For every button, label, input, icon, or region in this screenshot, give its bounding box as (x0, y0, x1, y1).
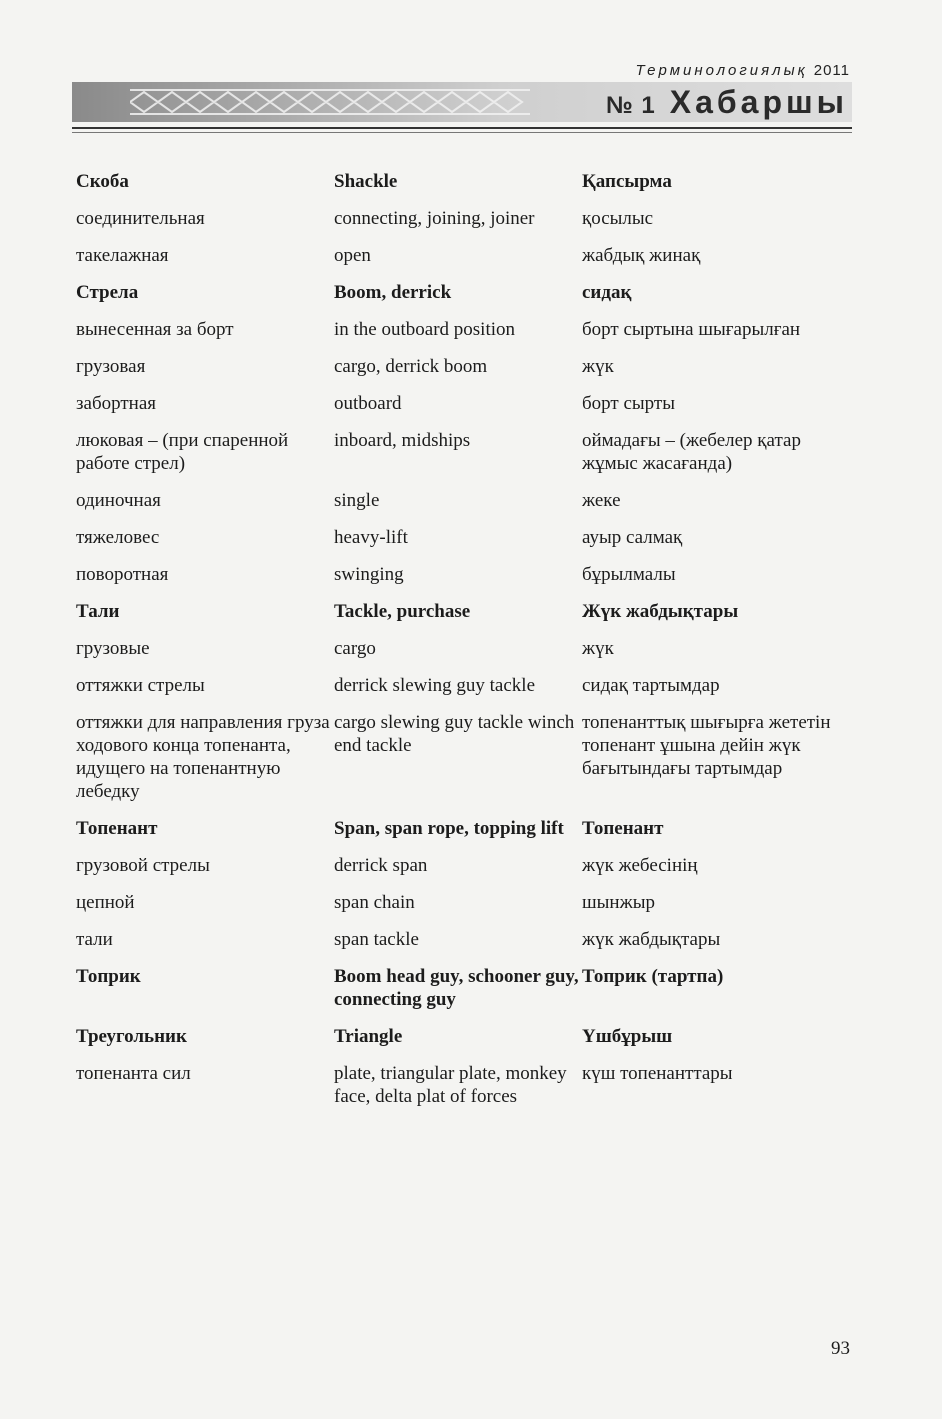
term-kazakh: сидақ (582, 282, 632, 303)
term-english: cargo, derrick boom (334, 356, 488, 377)
term-kazakh: топенанттық шығырға жететін топенант ұшына дейін жүк бағытындағы тартымдар (582, 712, 831, 779)
term-table (76, 170, 852, 1122)
term-kazakh: борт сырты (582, 393, 675, 414)
term-russian: такелажная (76, 245, 169, 266)
term-row (76, 318, 852, 341)
term-english: swinging (334, 564, 404, 585)
journal-title (606, 84, 848, 121)
term-row (76, 563, 852, 586)
term-kazakh: сидақ тартымдар (582, 675, 720, 696)
term-english: single (334, 490, 380, 511)
term-english: derrick span (334, 855, 428, 876)
header-rule (72, 127, 852, 129)
term-kazakh: қосылыс (582, 208, 654, 229)
term-row (76, 711, 852, 803)
term-russian: Треугольник (76, 1026, 187, 1047)
term-heading-row (76, 281, 852, 304)
term-kazakh: оймадағы – (жебелер қатар жұмыс жасағанда) (582, 430, 801, 474)
term-russian: соединительная (76, 208, 205, 229)
term-english: Span, span rope, topping lift (334, 818, 564, 839)
header-rule-thin (72, 132, 852, 133)
term-row (76, 429, 852, 475)
term-english: connecting, joining, joiner (334, 208, 535, 229)
term-kazakh: Топенант (582, 818, 664, 839)
term-kazakh: жүк жебесінің (582, 855, 698, 876)
term-english: Boom head guy, schooner guy, connecting guy (334, 966, 579, 1010)
term-row (76, 674, 852, 697)
term-russian: грузовые (76, 638, 150, 659)
term-heading-row (76, 170, 852, 193)
term-row (76, 489, 852, 512)
term-russian: забортная (76, 393, 156, 414)
term-kazakh: күш топенанттары (582, 1063, 733, 1084)
term-kazakh: Жүк жабдықтары (582, 601, 739, 622)
term-english: plate, triangular plate, monkey face, delta plat of forces (334, 1063, 567, 1107)
term-row (76, 244, 852, 267)
term-row (76, 526, 852, 549)
ornament-band (130, 88, 530, 116)
term-russian: тали (76, 929, 113, 950)
term-row (76, 928, 852, 951)
term-russian: Топенант (76, 818, 158, 839)
term-russian: топенанта сил (76, 1063, 191, 1084)
term-english: cargo (334, 638, 376, 659)
term-russian: люковая – (при спаренной работе стрел) (76, 430, 289, 474)
term-heading-row (76, 600, 852, 623)
term-kazakh: шынжыр (582, 892, 655, 913)
term-russian: Скоба (76, 171, 129, 192)
term-russian: вынесенная за борт (76, 319, 234, 340)
term-heading-row (76, 817, 852, 840)
term-russian: оттяжки стрелы (76, 675, 205, 696)
term-kazakh: жүк (582, 356, 614, 377)
term-russian: тяжеловес (76, 527, 160, 548)
term-kazakh: жеке (582, 490, 621, 511)
term-english: in the outboard position (334, 319, 516, 340)
term-kazakh: жүк жабдықтары (582, 929, 721, 950)
series-header (636, 62, 850, 79)
term-kazakh: Топрик (тартпа) (582, 966, 724, 987)
term-russian: оттяжки для направления груза ходового конца топенанта, идущего на топенантную лебедку (76, 712, 330, 802)
term-english: open (334, 245, 371, 266)
term-english: span tackle (334, 929, 419, 950)
term-row (76, 854, 852, 877)
term-heading-row (76, 965, 852, 1011)
term-english: outboard (334, 393, 402, 414)
term-russian: Топрик (76, 966, 141, 987)
term-russian: цепной (76, 892, 135, 913)
term-russian: одиночная (76, 490, 161, 511)
term-russian: поворотная (76, 564, 169, 585)
term-row (76, 355, 852, 378)
term-row (76, 1062, 852, 1108)
term-kazakh: Қапсырма (582, 171, 672, 192)
series-label: Терминологиялық (635, 62, 808, 79)
term-english: span chain (334, 892, 415, 913)
term-row (76, 891, 852, 914)
term-kazakh: Үшбұрыш (582, 1026, 673, 1047)
page-number: 93 (831, 1338, 850, 1359)
term-english: derrick slewing guy tackle (334, 675, 536, 696)
term-kazakh: бұрылмалы (582, 564, 676, 585)
term-english: Shackle (334, 171, 398, 192)
term-row (76, 207, 852, 230)
term-row (76, 392, 852, 415)
term-english: inboard, midships (334, 430, 471, 451)
term-russian: Стрела (76, 282, 139, 303)
term-english: cargo slewing guy tackle winch end tackle (334, 712, 575, 756)
term-heading-row (76, 1025, 852, 1048)
term-kazakh: жүк (582, 638, 614, 659)
term-english: Tackle, purchase (334, 601, 471, 622)
term-english: heavy-lift (334, 527, 408, 548)
journal-banner (72, 82, 852, 122)
term-kazakh: ауыр салмақ (582, 527, 683, 548)
term-english: Boom, derrick (334, 282, 452, 303)
term-russian: грузовой стрелы (76, 855, 210, 876)
series-year: 2011 (813, 62, 850, 79)
term-kazakh: борт сыртына шығарылған (582, 319, 801, 340)
term-row (76, 637, 852, 660)
term-english: Triangle (334, 1026, 403, 1047)
term-russian: Тали (76, 601, 120, 622)
term-russian: грузовая (76, 356, 146, 377)
term-kazakh: жабдық жинақ (582, 245, 701, 266)
journal-name: Хабаршы (669, 84, 848, 120)
issue-number: № 1 (605, 92, 656, 119)
